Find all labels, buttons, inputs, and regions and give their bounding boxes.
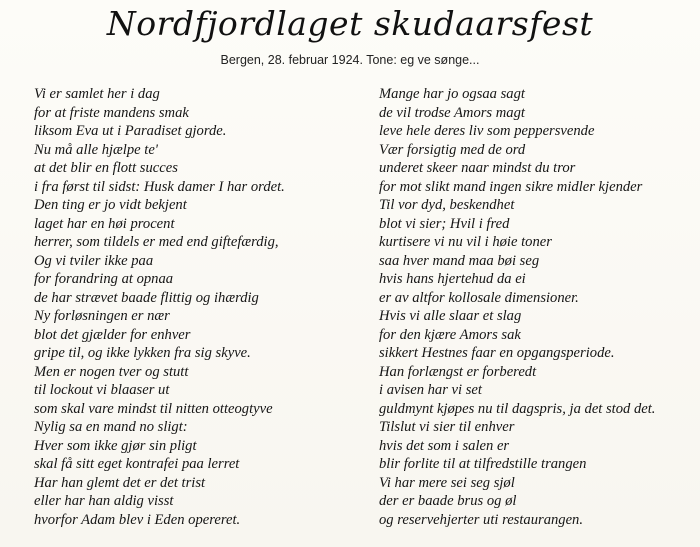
song-title: Nordfjordlaget skudaarsfest [106,4,594,43]
verse-line: for forandring at opnaa [34,271,174,287]
verse-line: Tilslut vi sier til enhver [379,419,515,435]
verse-line: sikkert Hestnes faar en opgangsperiode. [379,345,615,361]
verse-line: blot det gjælder for enhver [34,326,191,343]
verse-line: Har han glemt det er det trist [34,474,206,491]
verse-line: Nu må alle hjælpe te' [34,141,158,158]
stanza-3 [34,307,354,418]
verse-line: for at friste mandens smak [34,104,189,121]
verse-line: som skal vare mindst til nitten otteogtyve [34,400,273,417]
verse-line: Til vor dyd, beskendhet [379,197,515,213]
verse-line: eller har han aldig visst [34,493,174,509]
verse-line: Og vi tviler ikke paa [34,252,154,269]
verse-line: leve hele deres liv som peppersvende [379,123,595,139]
verse-line: der er baade brus og øl [379,493,517,509]
verse-line: for den kjære Amors sak [379,326,521,343]
verse-line: Men er nogen tver og stutt [34,363,189,380]
verse-line: Den ting er jo vidt bekjent [34,197,187,213]
verse-line: er av altfor kollosale dimensioner. [379,289,579,306]
stanza-6 [379,196,694,307]
verse-line: i fra først til sidst: Husk damer I har ordet. [34,178,285,195]
verse-line: gripe til, og ikke lykken fra sig skyve. [34,345,251,361]
verse-line: Mange har jo ogsaa sagt [379,86,525,102]
verse-line: Hvis vi alle slaar et slag [379,308,522,324]
verse-line: underet skeer naar mindst du tror [379,160,576,176]
verse-line: og reservehjerter uti restaurangen. [379,511,584,528]
song-subtitle: Bergen, 28. februar 1924. Tone: eg ve sønge... [220,53,480,67]
verse-line: Nylig sa en mand no sligt: [34,419,188,435]
verse-line: de har strævet baade flittig og ihærdig [34,289,259,306]
verse-line: at det blir en flott succes [34,160,178,176]
verse-line: de vil trodse Amors magt [379,104,525,121]
verse-line: til lockout vi blaaser ut [34,382,170,398]
stanza-5 [379,85,694,196]
verse-line: hvis hans hjertehud da ei [379,271,526,287]
verse-line: Hver som ikke gjør sin pligt [34,437,197,454]
verse-line: Vi er samlet her i dag [34,86,160,102]
verse-line: laget har en høi procent [34,215,175,232]
verse-line: Vi har mere sei seg sjøl [379,474,515,491]
verse-line: guldmynt kjøpes nu til dagspris, ja det stod det. [379,400,656,417]
verse-line: Han forlængst er forberedt [379,363,537,380]
verse-line: skal få sitt eget kontrafei paa lerret [34,456,240,472]
stanza-1 [34,85,354,196]
verse-line: saa hver mand maa bøi seg [379,252,540,269]
verse-line: blir forlite til at tilfredstille trangen [379,456,587,472]
stanza-4 [34,418,354,529]
stanza-7 [379,307,694,418]
verse-line: liksom Eva ut i Paradiset gjorde. [34,123,227,139]
verse-line: Vær forsigtig med de ord [379,141,526,158]
stanza-2 [34,196,354,307]
left-column [34,85,354,529]
verse-line: kurtisere vi nu vil i høie toner [379,234,552,250]
verse-line: i avisen har vi set [379,382,482,398]
verse-line: for mot slikt mand ingen sikre midler kjender [379,178,643,195]
verse-line: blot vi sier; Hvil i fred [379,215,510,232]
verse-line: hvorfor Adam blev i Eden opereret. [34,511,241,528]
stanza-8 [379,418,694,529]
verse-line: hvis det som i salen er [379,437,510,454]
verse-line: herrer, som tildels er med end giftefærdig, [34,234,279,250]
right-column [379,85,694,529]
verse-line: Ny forløsningen er nær [34,308,170,324]
